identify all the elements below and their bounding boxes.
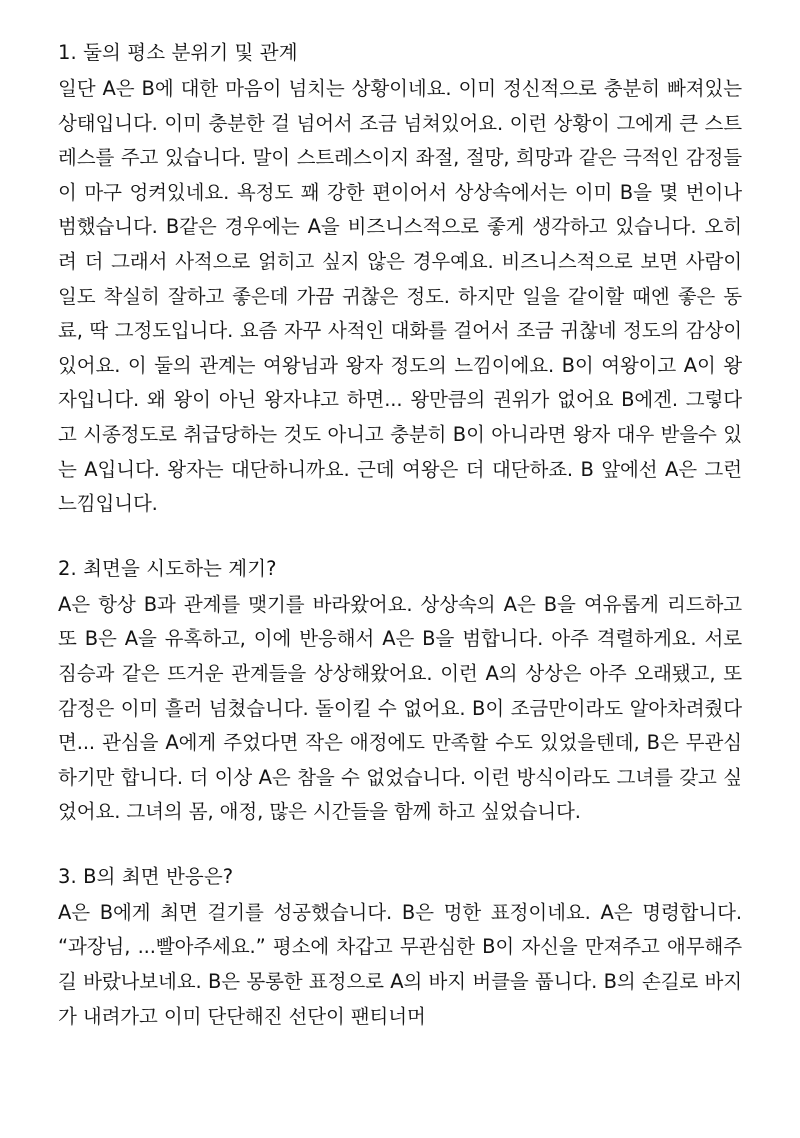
document-section-3 — [58, 860, 742, 1034]
section-heading-2: 2. 최면을 시도하는 계기? — [58, 556, 277, 580]
document-section-2 — [58, 552, 742, 830]
document-section-1 — [58, 36, 742, 522]
section-body-2: A은 항상 B과 관계를 맺기를 바라왔어요. 상상속의 A은 B을 여유롭게 리드하고 또 B은 A을 유혹하고, 이에 반응해서 A은 B을 범합니다. 아주 격렬하게요. 서로 짐승과 같은 뜨거운 관계들을 상상해왔어요. 이런 A의 상상은 아주 오래됐고, 또 감정은 이미 흘러 넘쳤습니다. 돌이킬 수 없어요. B이 조금만이라도 알아차려줬다면... 관심을 A에게 주었다면 작은 애정에도 만족할 수도 있었을텐데, B은 무관심하기만 합니다. 더 이상 A은 참을 수 없었습니다. 이런 방식이라도 그녀를 갖고 싶었어요. 그녀의 몸, 애정, 많은 시간들을 함께 하고 싶었습니다. — [58, 592, 742, 824]
section-heading-3: 3. B의 최면 반응은? — [58, 864, 234, 888]
section-heading-1: 1. 둘의 평소 분위기 및 관계 — [58, 41, 298, 64]
section-body-3: A은 B에게 최면 걸기를 성공했습니다. B은 멍한 표정이네요. A은 명령합니다. “과장님, ...빨아주세요.” 평소에 차갑고 무관심한 B이 자신을 만져주고 애무해주길 바랐나보네요. B은 몽롱한 표정으로 A의 바지 버클을 풉니다. B의 손길로 바지가 내려가고 이미 단단해진 선단이 팬티너머 — [58, 900, 742, 1028]
section-body-1: 일단 A은 B에 대한 마음이 넘치는 상황이네요. 이미 정신적으로 충분히 빠져있는 상태입니다. 이미 충분한 걸 넘어서 조금 넘쳐있어요. 이런 상황이 그에게 큰 스트레스를 주고 있습니다. 말이 스트레스이지 좌절, 절망, 희망과 같은 극적인 감정들이 마구 엉켜있네요. 욕정도 꽤 강한 편이어서 상상속에서는 이미 B을 몇 번이나 범했습니다. B같은 경우에는 A을 비즈니스적으로 좋게 생각하고 있습니다. 오히려 더 그래서 사적으로 얽히고 싶지 않은 경우예요. 비즈니스적으로 보면 사람이 일도 착실히 잘하고 좋은데 가끔 귀찮은 정도. 하지만 일을 같이할 때엔 좋은 동료, 딱 그정도입니다. 요즘 자꾸 사적인 대화를 걸어서 조금 귀찮네 정도의 감상이 있어요. 이 둘의 관계는 여왕님과 왕자 정도의 느낌이에요. B이 여왕이고 A이 왕자입니다. 왜 왕이 아닌 왕자냐고 하면... 왕만큼의 권위가 없어요 B에겐. 그렇다고 시종정도로 취급당하는 것도 아니고 충분히 B이 아니라면 왕자 대우 받을수 있는 A입니다. 왕자는 대단하니까요. 근데 여왕은 더 대단하죠. B 앞에선 A은 그런 느낌입니다. — [58, 77, 742, 516]
